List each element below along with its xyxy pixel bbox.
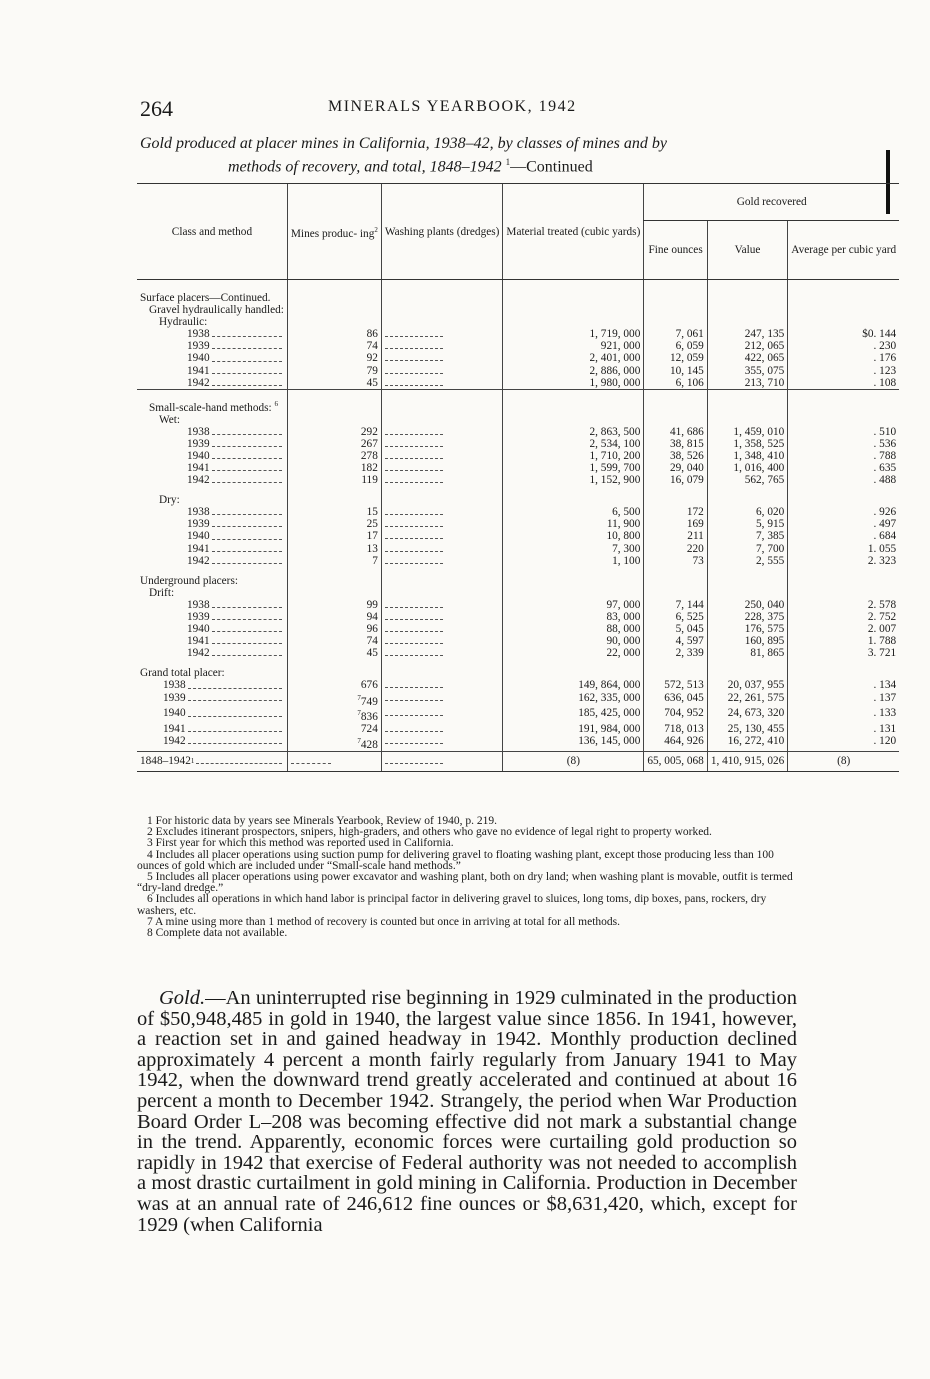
table-row <box>137 723 899 735</box>
table-row <box>137 340 899 352</box>
header-class: Class and method <box>137 184 287 280</box>
mines-cell: $^7$749 <box>287 692 381 708</box>
section-label-row <box>137 575 899 587</box>
total-material: (8) <box>503 752 644 772</box>
value-cell: 562, 765 <box>707 474 787 486</box>
material-cell: 149, 864, 000 <box>503 679 644 691</box>
average-cell: 2. 752 <box>788 611 899 623</box>
section-label-row <box>137 667 899 679</box>
section-label: Grand total placer: <box>140 667 225 680</box>
section-label-row <box>137 316 899 328</box>
section-label-row <box>137 292 899 304</box>
table-row <box>137 462 899 474</box>
material-cell: 1, 599, 700 <box>503 462 644 474</box>
table-row <box>137 623 899 635</box>
material-cell: 88, 000 <box>503 623 644 635</box>
fine-ounces-cell: 464, 926 <box>644 735 707 751</box>
mines-cell: 292 <box>287 426 381 438</box>
header-fine-ounces: Fine ounces <box>644 221 707 280</box>
section-label: Wet: <box>159 413 181 426</box>
row-year: 1941 <box>137 723 287 735</box>
footnote: 1 For historic data by years see Minerals Yearbook, Review of 1940, p. 219. <box>147 815 498 827</box>
plants-cell <box>381 365 503 377</box>
row-year: 1942 <box>137 647 287 659</box>
fine-ounces-cell: 211 <box>644 530 707 542</box>
mines-cell: 96 <box>287 623 381 635</box>
row-year: 1939 <box>137 518 287 530</box>
section-label-row <box>137 587 899 599</box>
row-year: 1942 <box>137 474 287 486</box>
table-row <box>137 692 899 708</box>
body-text-content: —An uninterrupted rise beginning in 1929 culminated in the production of $50,948,485 in gold in 1940, the largest value since 1856. In 1941, however, a reaction set in and gained headway in 1942. Monthly production declined approximately 4 percent a month fairly regularly from January 1941 to May 1942, when the downward trend greatly accelerated and continued at about 16 percent a month to December 1942. Strangely, the period when War Production Board Order L–208 was becoming effective did not mark a substantial change in the trend. Apparently, economic forces were curtailing gold production so rapidly in 1942 that exercise of Federal authority was not needed to accomplish a most drastic curtailment in gold mining in California. Production in December was at an annual rate of 246,612 fine ounces or $8,631,420, which, except for 1929 (when California <box>137 987 797 1236</box>
value-cell: 1, 459, 010 <box>707 426 787 438</box>
plants-cell <box>381 647 503 659</box>
gold-production-table <box>137 183 899 772</box>
material-cell: 191, 984, 000 <box>503 723 644 735</box>
header-average: Average per cubic yard <box>788 221 899 280</box>
mines-cell: 94 <box>287 611 381 623</box>
table-row <box>137 450 899 462</box>
average-cell: 2. 007 <box>788 623 899 635</box>
table-row <box>137 611 899 623</box>
value-cell: 7, 385 <box>707 530 787 542</box>
plants-cell <box>381 426 503 438</box>
footnote: 7 A mine using more than 1 method of recovery is counted but once in arriving at total for all methods. <box>147 915 620 928</box>
footnotes <box>137 816 797 939</box>
value-cell: 22, 261, 575 <box>707 692 787 708</box>
plants-cell <box>381 530 503 542</box>
average-cell: 2. 323 <box>788 555 899 567</box>
row-year: 1939 <box>137 340 287 352</box>
fine-ounces-cell: 636, 045 <box>644 692 707 708</box>
table-row <box>137 599 899 611</box>
table-row <box>137 352 899 364</box>
value-cell: 5, 915 <box>707 518 787 530</box>
mines-cell: 45 <box>287 377 381 390</box>
average-cell: $0. 144 <box>788 328 899 340</box>
section-label-row <box>137 414 899 426</box>
footnote: 6 Includes all operations in which hand labor is principal factor in delivering gravel to sluices, long toms, dip boxes, pans, rockers, dry washers, etc. <box>137 893 767 917</box>
average-cell: . 684 <box>788 530 899 542</box>
table-row <box>137 555 899 567</box>
row-year: 1940 <box>137 352 287 364</box>
table-row <box>137 377 899 390</box>
footnote: 3 First year for which this method was reported used in California. <box>147 837 454 850</box>
plants-cell <box>381 438 503 450</box>
value-cell: 2, 555 <box>707 555 787 567</box>
value-cell: 250, 040 <box>707 599 787 611</box>
average-cell: . 133 <box>788 707 899 723</box>
table-row <box>137 328 899 340</box>
average-cell: 3. 721 <box>788 647 899 659</box>
plants-cell <box>381 506 503 518</box>
fine-ounces-cell: 704, 952 <box>644 707 707 723</box>
row-year: 1942 <box>137 735 287 751</box>
material-cell: 162, 335, 000 <box>503 692 644 708</box>
fine-ounces-cell: 718, 013 <box>644 723 707 735</box>
fine-ounces-cell: 73 <box>644 555 707 567</box>
fine-ounces-cell: 7, 061 <box>644 328 707 340</box>
mines-cell: 119 <box>287 474 381 486</box>
total-value: 1, 410, 915, 026 <box>707 752 787 772</box>
mines-cell: 74 <box>287 635 381 647</box>
mines-cell: 17 <box>287 530 381 542</box>
value-cell: 1, 358, 525 <box>707 438 787 450</box>
row-year: 1942 <box>137 377 287 390</box>
material-cell: 7, 300 <box>503 543 644 555</box>
plants-cell <box>381 543 503 555</box>
total-fine-ounces: 65, 005, 068 <box>644 752 707 772</box>
plants-cell <box>381 555 503 567</box>
average-cell: 1. 055 <box>788 543 899 555</box>
footnote: 8 Complete data not available. <box>147 927 288 940</box>
average-cell: 2. 578 <box>788 599 899 611</box>
total-average: (8) <box>788 752 899 772</box>
material-cell: 97, 000 <box>503 599 644 611</box>
plants-cell <box>381 450 503 462</box>
fine-ounces-cell: 6, 106 <box>644 377 707 390</box>
value-cell: 160, 895 <box>707 635 787 647</box>
plants-cell <box>381 340 503 352</box>
value-cell: 81, 865 <box>707 647 787 659</box>
plants-cell <box>381 462 503 474</box>
mines-cell: 182 <box>287 462 381 474</box>
row-year: 1941 <box>137 635 287 647</box>
value-cell: 25, 130, 455 <box>707 723 787 735</box>
body-paragraph <box>137 988 797 1235</box>
row-year: 1941 <box>137 365 287 377</box>
row-year: 1940 <box>137 450 287 462</box>
value-cell: 24, 673, 320 <box>707 707 787 723</box>
running-title: MINERALS YEARBOOK, 1942 <box>328 98 577 115</box>
row-year: 1938 <box>137 328 287 340</box>
value-cell: 355, 075 <box>707 365 787 377</box>
header-plants: Washing plants (dredges) <box>381 184 503 280</box>
section-label-row <box>137 304 899 316</box>
plants-cell <box>381 692 503 708</box>
header-value: Value <box>707 221 787 280</box>
value-cell: 20, 037, 955 <box>707 679 787 691</box>
mines-cell: 13 <box>287 543 381 555</box>
table-row <box>137 647 899 659</box>
mines-cell: $^7$428 <box>287 735 381 751</box>
average-cell: . 635 <box>788 462 899 474</box>
plants-cell <box>381 723 503 735</box>
material-cell: 22, 000 <box>503 647 644 659</box>
fine-ounces-cell: 6, 525 <box>644 611 707 623</box>
plants-cell <box>381 352 503 364</box>
plants-cell <box>381 377 503 390</box>
material-cell: 2, 401, 000 <box>503 352 644 364</box>
section-label: Dry: <box>159 494 180 507</box>
fine-ounces-cell: 41, 686 <box>644 426 707 438</box>
row-year: 1942 <box>137 555 287 567</box>
value-cell: 228, 375 <box>707 611 787 623</box>
total-label: 1848–1942 1 <box>137 752 287 772</box>
row-year: 1941 <box>137 462 287 474</box>
material-cell: 2, 886, 000 <box>503 365 644 377</box>
total-row <box>137 752 899 772</box>
mines-cell: 74 <box>287 340 381 352</box>
table-row <box>137 635 899 647</box>
value-cell: 16, 272, 410 <box>707 735 787 751</box>
total-plants <box>381 752 503 772</box>
value-cell: 176, 575 <box>707 623 787 635</box>
row-year: 1940 <box>137 623 287 635</box>
material-cell: 921, 000 <box>503 340 644 352</box>
average-cell: . 137 <box>788 692 899 708</box>
footnote: 4 Includes all placer operations using suction pump for delivering gravel to floating washing plant, except those producing less than 100 ounces of gold which are included under “Small-scale hand methods.” <box>137 848 774 872</box>
total-mines <box>287 752 381 772</box>
mines-cell: 267 <box>287 438 381 450</box>
fine-ounces-cell: 38, 815 <box>644 438 707 450</box>
fine-ounces-cell: 4, 597 <box>644 635 707 647</box>
caption-line-2: methods of recovery, and total, 1848–1942 $^1$—Continued <box>228 157 593 176</box>
material-cell: 83, 000 <box>503 611 644 623</box>
fine-ounces-cell: 6, 059 <box>644 340 707 352</box>
row-year: 1939 <box>137 692 287 708</box>
section-label-row <box>137 398 899 414</box>
material-cell: 6, 500 <box>503 506 644 518</box>
table-row <box>137 735 899 751</box>
average-cell: . 510 <box>788 426 899 438</box>
row-year: 1939 <box>137 611 287 623</box>
plants-cell <box>381 518 503 530</box>
fine-ounces-cell: 2, 339 <box>644 647 707 659</box>
material-cell: 2, 534, 100 <box>503 438 644 450</box>
table-row <box>137 474 899 486</box>
plants-cell <box>381 328 503 340</box>
material-cell: 1, 719, 000 <box>503 328 644 340</box>
value-cell: 212, 065 <box>707 340 787 352</box>
fine-ounces-cell: 7, 144 <box>644 599 707 611</box>
mines-cell: 7 <box>287 555 381 567</box>
plants-cell <box>381 707 503 723</box>
value-cell: 422, 065 <box>707 352 787 364</box>
fine-ounces-cell: 10, 145 <box>644 365 707 377</box>
row-year: 1940 <box>137 530 287 542</box>
value-cell: 1, 348, 410 <box>707 450 787 462</box>
average-cell: . 536 <box>788 438 899 450</box>
average-cell: . 123 <box>788 365 899 377</box>
header-gold-recovered: Gold recovered <box>644 184 899 221</box>
value-cell: 6, 020 <box>707 506 787 518</box>
fine-ounces-cell: 38, 526 <box>644 450 707 462</box>
mines-cell: 278 <box>287 450 381 462</box>
mines-cell: 86 <box>287 328 381 340</box>
body-text <box>137 988 797 1235</box>
average-cell: . 131 <box>788 723 899 735</box>
fine-ounces-cell: 172 <box>644 506 707 518</box>
average-cell: . 176 <box>788 352 899 364</box>
average-cell: 1. 788 <box>788 635 899 647</box>
page-header <box>140 96 800 120</box>
fine-ounces-cell: 16, 079 <box>644 474 707 486</box>
average-cell: . 230 <box>788 340 899 352</box>
mines-cell: 92 <box>287 352 381 364</box>
average-cell: . 134 <box>788 679 899 691</box>
plants-cell <box>381 679 503 691</box>
plants-cell <box>381 735 503 751</box>
plants-cell <box>381 623 503 635</box>
mines-cell: 79 <box>287 365 381 377</box>
body-lead: Gold. <box>159 987 206 1009</box>
plants-cell <box>381 599 503 611</box>
table-row <box>137 426 899 438</box>
material-cell: 1, 100 <box>503 555 644 567</box>
material-cell: 1, 980, 000 <box>503 377 644 390</box>
row-year: 1938 <box>137 679 287 691</box>
row-year: 1938 <box>137 599 287 611</box>
table-caption <box>140 134 800 176</box>
page-number: 264 <box>140 96 173 121</box>
footnote: 2 Excludes itinerant prospectors, snipers, high-graders, and others who gave no evidence of legal right to property worked. <box>147 826 712 839</box>
header-mines: Mines produc- ing$^2$ <box>287 184 381 280</box>
material-cell: 136, 145, 000 <box>503 735 644 751</box>
table-row <box>137 530 899 542</box>
section-label: Small-scale-hand methods: $^6$ <box>149 399 278 414</box>
mines-cell: $^7$836 <box>287 707 381 723</box>
header-material: Material treated (cubic yards) <box>503 184 644 280</box>
average-cell: . 488 <box>788 474 899 486</box>
fine-ounces-cell: 572, 513 <box>644 679 707 691</box>
average-cell: . 788 <box>788 450 899 462</box>
row-year: 1941 <box>137 543 287 555</box>
table-row <box>137 543 899 555</box>
value-cell: 1, 016, 400 <box>707 462 787 474</box>
table-row <box>137 506 899 518</box>
section-label: Surface placers—Continued. <box>140 292 271 304</box>
section-label: Hydraulic: <box>159 316 208 329</box>
plants-cell <box>381 635 503 647</box>
average-cell: . 108 <box>788 377 899 390</box>
table-row <box>137 518 899 530</box>
row-year: 1938 <box>137 426 287 438</box>
average-cell: . 497 <box>788 518 899 530</box>
fine-ounces-cell: 29, 040 <box>644 462 707 474</box>
row-year: 1940 <box>137 707 287 723</box>
fine-ounces-cell: 12, 059 <box>644 352 707 364</box>
section-label: Underground placers: <box>140 574 238 587</box>
table-row <box>137 438 899 450</box>
section-label: Gravel hydraulically handled: <box>149 304 284 317</box>
average-cell: . 120 <box>788 735 899 751</box>
material-cell: 10, 800 <box>503 530 644 542</box>
value-cell: 7, 700 <box>707 543 787 555</box>
mines-cell: 45 <box>287 647 381 659</box>
section-label: Drift: <box>149 586 175 599</box>
value-cell: 213, 710 <box>707 377 787 390</box>
table-row <box>137 679 899 691</box>
plants-cell <box>381 474 503 486</box>
value-cell: 247, 135 <box>707 328 787 340</box>
material-cell: 185, 425, 000 <box>503 707 644 723</box>
table-row <box>137 365 899 377</box>
fine-ounces-cell: 5, 045 <box>644 623 707 635</box>
mines-cell: 724 <box>287 723 381 735</box>
fine-ounces-cell: 220 <box>644 543 707 555</box>
section-label-row <box>137 494 899 506</box>
material-cell: 1, 152, 900 <box>503 474 644 486</box>
row-year: 1939 <box>137 438 287 450</box>
fine-ounces-cell: 169 <box>644 518 707 530</box>
material-cell: 2, 863, 500 <box>503 426 644 438</box>
material-cell: 1, 710, 200 <box>503 450 644 462</box>
caption-line-1: Gold produced at placer mines in California, 1938–42, by classes of mines and by <box>140 135 667 152</box>
table-row <box>137 707 899 723</box>
plants-cell <box>381 611 503 623</box>
mines-cell: 99 <box>287 599 381 611</box>
table-body <box>137 280 899 772</box>
mines-cell: 15 <box>287 506 381 518</box>
mines-cell: 25 <box>287 518 381 530</box>
row-year: 1938 <box>137 506 287 518</box>
material-cell: 11, 900 <box>503 518 644 530</box>
material-cell: 90, 000 <box>503 635 644 647</box>
footnote: 5 Includes all placer operations using power excavator and washing plant, both on dry land; when washing plant is movable, outfit is termed “dry-land dredge.” <box>137 871 793 895</box>
mines-cell: 676 <box>287 679 381 691</box>
average-cell: . 926 <box>788 506 899 518</box>
